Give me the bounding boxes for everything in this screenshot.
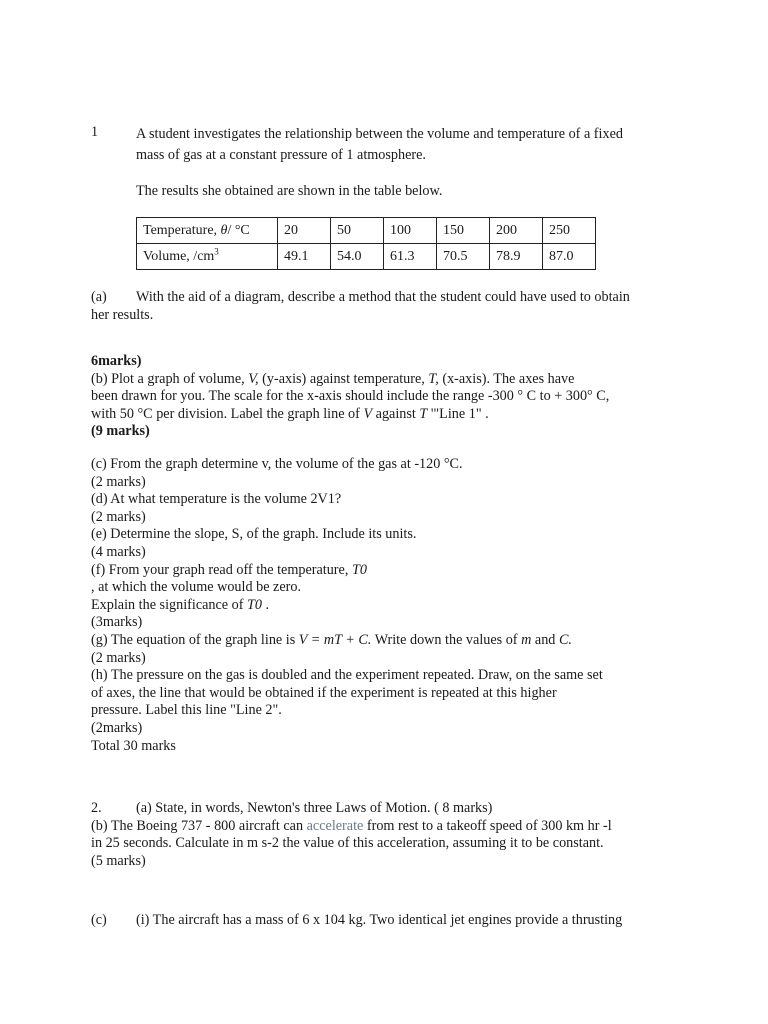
table-cell: 70.5 <box>437 244 490 270</box>
table-row-volume <box>137 244 596 270</box>
part-f-marks: (3marks) <box>91 614 143 631</box>
part-g-m: m <box>521 631 532 648</box>
q2-part-b-marks: (5 marks) <box>91 852 146 869</box>
temperature-label-cell <box>137 218 278 244</box>
part-b <box>91 353 671 441</box>
marks-six: 6marks) <box>91 353 142 369</box>
parts-c-to-h <box>91 456 671 755</box>
part-b-l1-c: (x-axis). The axes have <box>438 370 575 387</box>
part-f-t0: T0 <box>351 561 367 578</box>
part-d: (d) At what temperature is the volume 2V1? <box>91 491 342 508</box>
intro-line-1: A student investigates the relationship between the volume and temperature of a fixed <box>136 126 623 142</box>
results-sentence: The results she obtained are shown in the table below. <box>136 183 443 199</box>
part-b-l1-v: V, <box>248 370 259 387</box>
volume-unit-superscript: 3 <box>214 245 219 256</box>
q2-part-c-label: (c) <box>91 912 107 928</box>
part-c: (c) From the graph determine v, the volume of the gas at -120 °C. <box>91 456 463 472</box>
table-cell: 61.3 <box>384 244 437 270</box>
part-b-l1-a: (b) Plot a graph of volume, <box>91 370 249 387</box>
table-cell: 250 <box>543 218 596 244</box>
part-c-marks: (2 marks) <box>91 473 146 490</box>
part-b-marks-a: (9 <box>91 423 107 440</box>
part-b-l3-a: with 50 °C per division. Label the graph line of <box>91 405 364 422</box>
part-h-line-2: of axes, the line that would be obtained if the experiment is repeated at this higher <box>91 684 557 701</box>
part-e-marks: (4 marks) <box>91 543 146 560</box>
part-a <box>91 289 671 324</box>
part-a-line-1: With the aid of a diagram, describe a method that the student could have used to obtain <box>136 289 630 305</box>
part-g-a: (g) The equation of the graph line is <box>91 631 299 648</box>
part-f-line-2: , at which the volume would be zero. <box>91 579 301 596</box>
part-e: (e) Determine the slope, S, of the graph. Include its units. <box>91 526 417 543</box>
question-2 <box>91 800 671 870</box>
part-b-line-2: been drawn for you. The scale for the x-axis should include the range -300 ° C to + 300° C, <box>91 388 610 405</box>
table-cell: 100 <box>384 218 437 244</box>
temperature-label-pre: Temperature, <box>143 222 221 238</box>
question-1-intro <box>136 124 676 166</box>
part-b-l3-b: against <box>372 405 420 422</box>
q2-part-c <box>91 912 671 929</box>
volume-label-pre: Volume, /cm <box>143 248 215 264</box>
part-g-C: C. <box>558 631 572 648</box>
table-cell: 50 <box>331 218 384 244</box>
question-1-number: 1 <box>91 124 99 140</box>
part-f-l3-b: . <box>262 596 270 613</box>
part-h-line-1: (h) The pressure on the gas is doubled and the experiment repeated. Draw, on the same set <box>91 667 603 684</box>
q2-part-c-text: (i) The aircraft has a mass of 6 x 104 kg. Two identical jet engines provide a thrusting <box>136 912 623 928</box>
q2-part-b-accelerate: accelerate <box>306 817 364 834</box>
q2-part-a: (a) State, in words, Newton's three Laws of Motion. ( 8 marks) <box>136 800 493 816</box>
question-2-number: 2. <box>91 800 102 816</box>
intro-line-2: mass of gas at a constant pressure of 1 atmosphere. <box>136 147 426 163</box>
part-h-line-3: pressure. Label this line "Line 2". <box>91 702 282 719</box>
part-f-a: (f) From your graph read off the temperature, <box>91 561 352 578</box>
part-f-l3-a: Explain the significance of <box>91 596 248 613</box>
part-g-marks: (2 marks) <box>91 649 146 666</box>
part-h-marks: (2marks) <box>91 719 143 736</box>
part-b-marks-b: marks) <box>106 423 150 440</box>
table-cell: 78.9 <box>490 244 543 270</box>
table-cell: 200 <box>490 218 543 244</box>
volume-label-cell <box>137 244 278 270</box>
q2-part-b-line-2: in 25 seconds. Calculate in m s-2 the value of this acceleration, assuming it to be constant. <box>91 835 604 852</box>
part-a-label: (a) <box>91 289 107 305</box>
part-b-l3-v: V <box>363 405 373 422</box>
table-cell: 54.0 <box>331 244 384 270</box>
part-b-l1-b: (y-axis) against temperature, <box>258 370 429 387</box>
table-cell: 49.1 <box>278 244 331 270</box>
table-row-temperature <box>137 218 596 244</box>
table-cell: 20 <box>278 218 331 244</box>
q2-part-b-l1-b: from rest to a takeoff speed of 300 km hr -l <box>363 817 612 834</box>
part-g-equation: V = mT + C. <box>298 631 372 648</box>
part-f-l3-t0: T0 <box>247 596 262 613</box>
q2-part-b-l1-a: (b) The Boeing 737 - 800 aircraft can <box>91 817 307 834</box>
results-table <box>136 217 596 270</box>
theta-symbol: θ <box>220 222 228 238</box>
part-a-line-2: her results. <box>91 306 154 323</box>
part-d-marks: (2 marks) <box>91 508 146 525</box>
total-marks: Total 30 marks <box>91 737 176 754</box>
table-cell: 87.0 <box>543 244 596 270</box>
table-cell: 150 <box>437 218 490 244</box>
temperature-label-unit: / °C <box>227 222 250 238</box>
part-g-b: Write down the values of <box>371 631 522 648</box>
part-b-l1-t: T, <box>428 370 439 387</box>
part-b-l3-t: T <box>419 405 428 422</box>
part-g-c: and <box>531 631 559 648</box>
part-b-l3-c: '"Line 1" . <box>427 405 489 422</box>
